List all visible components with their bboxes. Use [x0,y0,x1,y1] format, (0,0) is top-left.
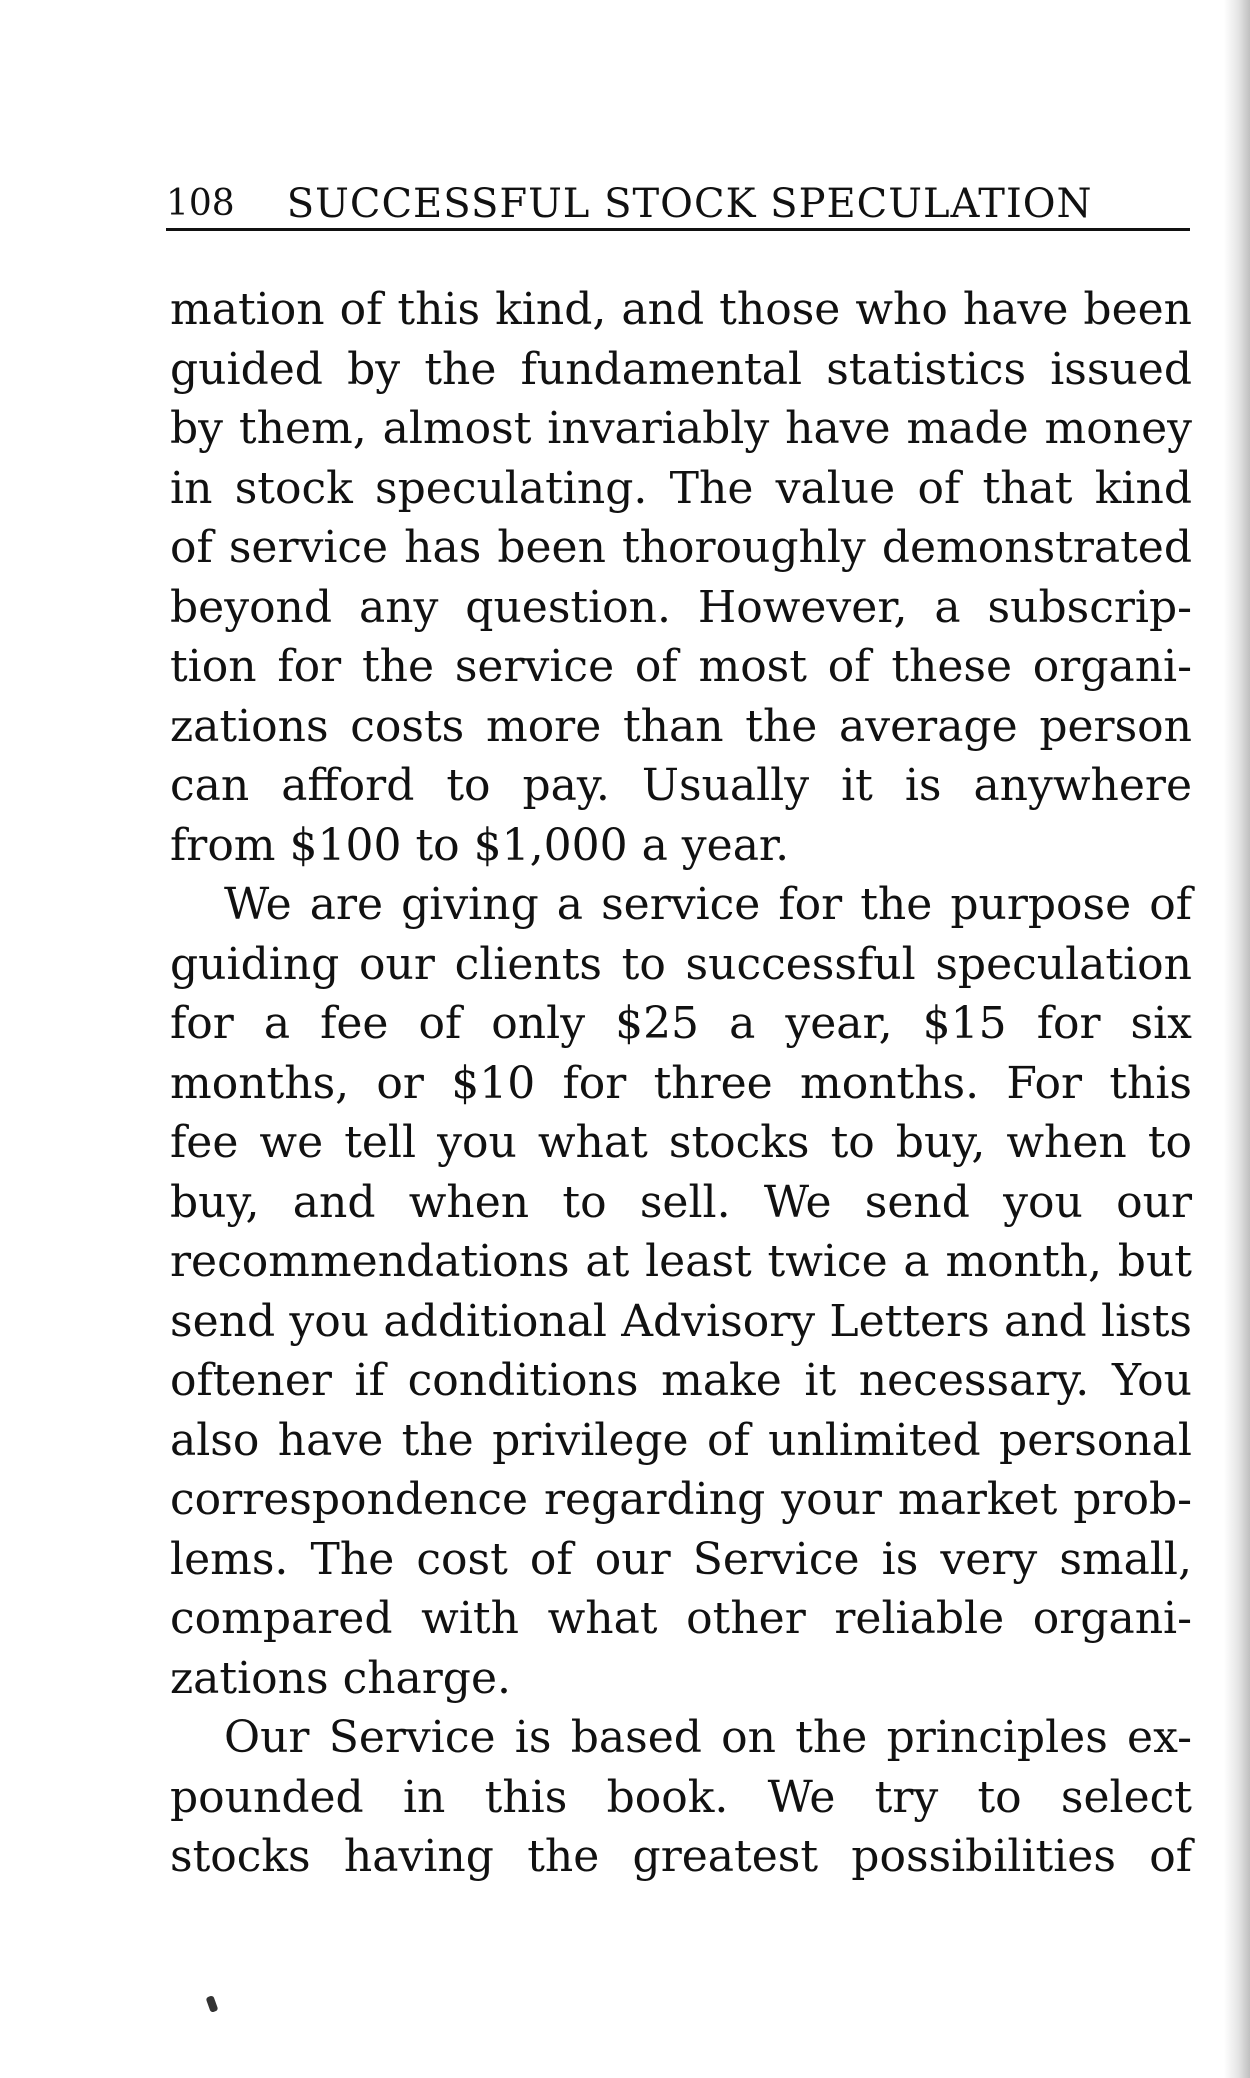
paragraph-1 [170,280,1192,875]
text-line: We are giving a service for the purpose of [224,879,1192,930]
text-line: Our Service is based on the principles ex- [224,1712,1192,1763]
text-line: compared with what other reliable organi- [170,1593,1192,1644]
paragraph-2 [170,875,1192,1708]
text-line: months, or $10 for three months. For this [170,1057,1192,1109]
running-header [166,172,1190,231]
text-line: by them, almost invariably have made money [170,403,1192,454]
text-line: lems. The cost of our Service is very small, [170,1533,1192,1585]
text-line: mation of this kind, and those who have been [170,284,1192,335]
text-line: oftener if conditions make it necessary. You [170,1355,1192,1406]
page-number: 108 [166,183,235,224]
text-line: correspondence regarding your market prob- [170,1474,1192,1525]
text-line: zations costs more than the average person [170,700,1192,752]
text-line: send you additional Advisory Letters and lists [170,1295,1192,1347]
text-line: tion for the service of most of these organi- [170,641,1192,692]
paragraph-3 [170,1708,1192,1887]
text-line: also have the privilege of unlimited personal [170,1414,1192,1466]
page-edge-shadow [1224,0,1250,2078]
text-line: from $100 to $1,000 a year. [170,819,790,871]
text-line: guided by the fundamental statistics issued [170,343,1192,395]
text-line: stocks having the greatest possibilities of [170,1831,1192,1882]
text-line: of service has been thoroughly demonstrated [170,522,1192,573]
text-line: fee we tell you what stocks to buy, when to [170,1117,1192,1168]
text-line: pounded in this book. We try to select [170,1771,1192,1823]
text-line: guiding our clients to successful speculation [170,938,1192,990]
text-line: buy, and when to sell. We send you our [170,1176,1192,1228]
ink-speck [206,1995,219,2013]
text-line: zations charge. [170,1652,511,1704]
text-line: recommendations at least twice a month, but [170,1236,1192,1287]
text-line: beyond any question. However, a subscrip- [170,581,1192,633]
running-title: SUCCESSFUL STOCK SPECULATION [286,181,1093,227]
text-line: in stock speculating. The value of that kind [170,462,1192,514]
text-line: can afford to pay. Usually it is anywhere [170,760,1192,811]
text-line: for a fee of only $25 a year, $15 for six [170,998,1192,1049]
body-text [170,280,1192,1887]
